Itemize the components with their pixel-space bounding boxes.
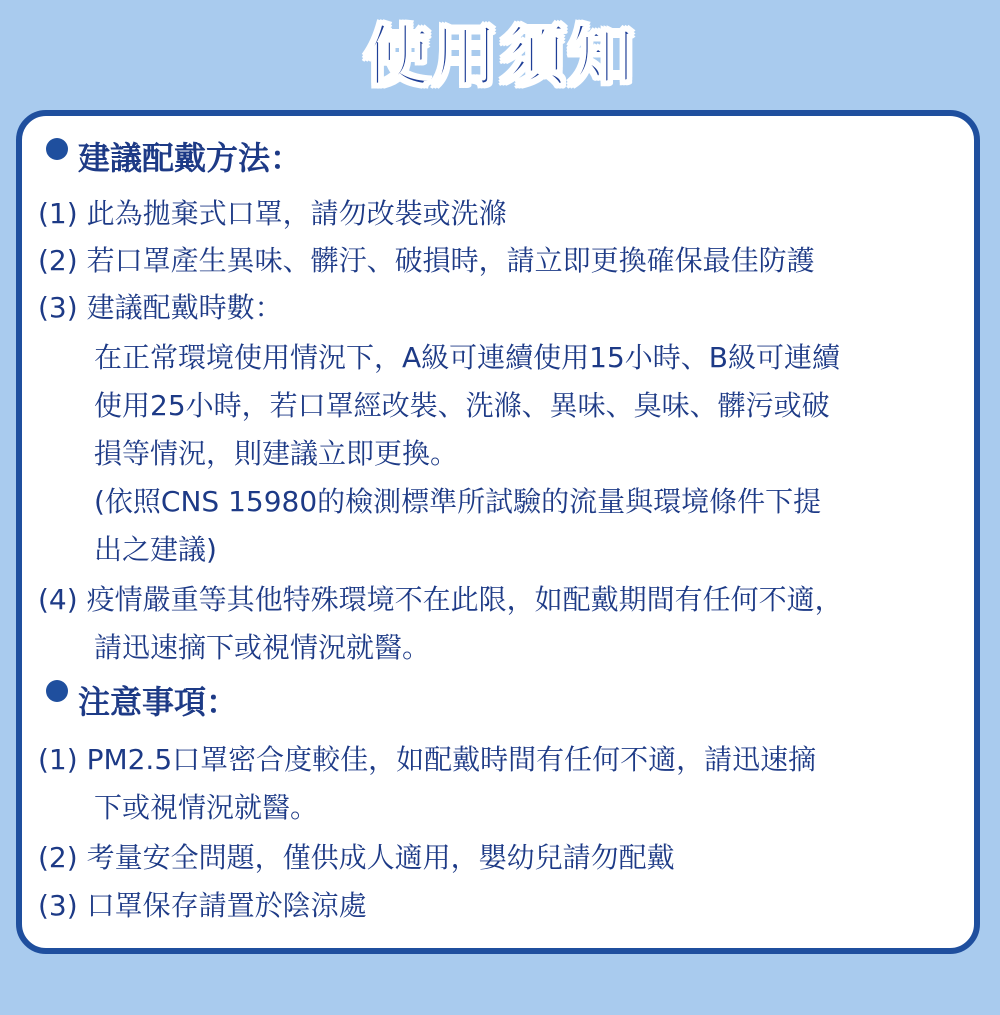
item-text: PM2.5口罩密合度較佳，如配戴時間有任何不適，請迅速摘 <box>86 743 817 776</box>
item-text: 建議配戴時數： <box>86 291 283 324</box>
bullet-icon <box>46 680 68 702</box>
item-text: 疫情嚴重等其他特殊環境不在此限，如配戴期間有任何不適， <box>86 583 843 616</box>
item-body-line: 使用25小時，若口罩經改裝、洗滌、異味、臭味、髒污或破 <box>94 389 830 422</box>
item-number: (1) <box>38 743 78 776</box>
item-number: (3) <box>38 291 78 324</box>
item-text: 口罩保存請置於陰涼處 <box>86 889 367 922</box>
item-body-line: 損等情況，則建議立即更換。 <box>94 437 459 470</box>
item-body-line: 請迅速摘下或視情況就醫。 <box>94 631 431 664</box>
item-text: 若口罩產生異味、髒汙、破損時，請立即更換確保最佳防護 <box>86 244 815 277</box>
item-body-line: (依照CNS 15980的檢測標準所試驗的流量與環境條件下提 <box>94 485 822 518</box>
list-item <box>38 840 675 876</box>
item-number: (2) <box>38 244 78 277</box>
item-number: (3) <box>38 889 78 922</box>
notice-card <box>16 110 980 954</box>
list-item <box>38 290 283 326</box>
item-body-line: 在正常環境使用情況下，A級可連續使用15小時、B級可連續 <box>94 341 840 374</box>
list-item <box>38 243 815 279</box>
list-item <box>38 742 816 778</box>
item-text: 此為拋棄式口罩，請勿改裝或洗滌 <box>86 197 507 230</box>
item-number: (2) <box>38 841 78 874</box>
list-item <box>38 582 843 618</box>
item-number: (4) <box>38 583 78 616</box>
item-number: (1) <box>38 197 78 230</box>
item-body-line: 下或視情況就醫。 <box>94 791 319 824</box>
item-text: 考量安全問題，僅供成人適用，嬰幼兒請勿配戴 <box>86 841 675 874</box>
item-body-line: 出之建議) <box>94 533 217 566</box>
list-item <box>38 888 367 924</box>
section-heading-notes: 注意事項： <box>78 683 239 721</box>
section-heading-wearing-method: 建議配戴方法： <box>78 139 303 177</box>
bullet-icon <box>46 138 68 160</box>
list-item <box>38 196 507 232</box>
page-title: 使用須知 <box>364 18 636 95</box>
